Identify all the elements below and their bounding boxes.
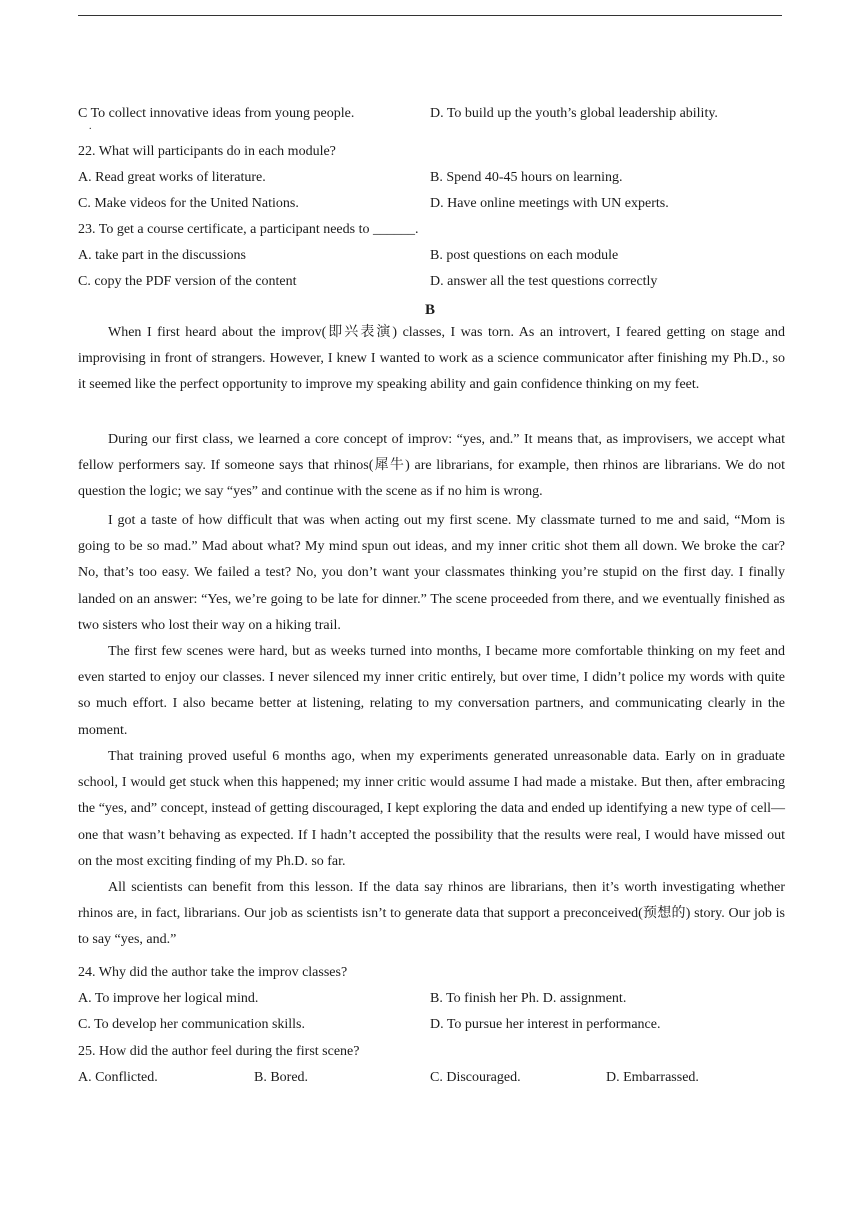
passage-paragraph-2: During our first class, we learned a core concept of improv: “yes, and.” It means that, as improvisers, we accept what fellow performers say. If someone says that rhinos(犀牛) are librarians, for example, then rhinos are librarians. We do not question the logic; we say “yes” and continue with the scene as if no him is wrong. — [78, 432, 785, 500]
header-rule — [78, 15, 782, 16]
q24-option-c: C. To develop her communication skills. — [78, 1017, 306, 1032]
q24-option-d: D. To pursue her interest in performance. — [430, 1017, 661, 1032]
q25-option-c: C. Discouraged. — [430, 1070, 521, 1085]
q25-option-b: B. Bored. — [254, 1070, 309, 1085]
q23-option-a: A. take part in the discussions — [78, 248, 246, 263]
q23-option-b: B. post questions on each module — [430, 248, 619, 263]
q24-question: 24. Why did the author take the improv classes? — [78, 965, 348, 980]
q22-option-a: A. Read great works of literature. — [78, 170, 266, 185]
passage-paragraph-1: When I first heard about the improv(即兴表演) classes, I was torn. As an introvert, I feared getting on stage and improvising in front of strangers. However, I knew I wanted to work as a science communicator after finishing my Ph.D., so it seemed like the perfect opportunity to improve my speaking ability and gain confidence thinking on my feet. — [78, 325, 785, 393]
q22-option-c: C. Make videos for the United Nations. — [78, 196, 299, 211]
section-title: B — [424, 302, 435, 318]
q25-option-a: A. Conflicted. — [78, 1070, 158, 1085]
q23-option-d: D. answer all the test questions correctly — [430, 274, 658, 289]
q21-option-c: C To collect innovative ideas from young people. — [78, 106, 355, 121]
q22-option-b: B. Spend 40-45 hours on learning. — [430, 170, 623, 185]
q24-option-a: A. To improve her logical mind. — [78, 991, 259, 1006]
passage-paragraph-5: That training proved useful 6 months ago, when my experiments generated unreasonable data. Early on in graduate school, I would get stuck when this happened; my inner critic would assume I had made a mistake. But then, after embracing the “yes, and” concept, instead of getting discouraged, I kept exploring the data and ended up identifying a new type of cell—one that wasn’t behaving as expected. If I hadn’t accepted the possibility that the results were real, I would have missed out on the most exciting finding of my Ph.D. so far. — [78, 749, 785, 869]
q23-option-c: C. copy the PDF version of the content — [78, 274, 297, 289]
q24-option-b: B. To finish her Ph. D. assignment. — [430, 991, 627, 1006]
q23-question: 23. To get a course certificate, a participant needs to ______. — [78, 222, 419, 237]
q22-option-d: D. Have online meetings with UN experts. — [430, 196, 669, 211]
q25-question: 25. How did the author feel during the first scene? — [78, 1044, 360, 1059]
q25-option-d: D. Embarrassed. — [606, 1070, 699, 1085]
stray-dot: . — [89, 121, 92, 132]
passage-paragraph-4: The first few scenes were hard, but as weeks turned into months, I became more comfortable thinking on my feet and even started to enjoy our classes. I never silenced my inner critic entirely, but over time, I didn’t police my words with quite so much effort. I also became better at listening, relating to my conversation partners, and communicating clearly in the moment. — [78, 644, 785, 738]
q21-option-d: D. To build up the youth’s global leadership ability. — [430, 106, 718, 121]
passage-paragraph-3: I got a taste of how difficult that was when acting out my first scene. My classmate turned to me and said, “Mom is going to be so mad.” Mad about what? My mind spun out ideas, and my inner critic shot them all down. We broke the car? No, that’s too easy. We failed a test? No, you don’t want your classmates thinking you’re stupid on the first day. I finally landed on an answer: “Yes, we’re going to be late for dinner.” The scene proceeded from there, and we eventually finished as two sisters who lost their way on a hiking trail. — [78, 513, 785, 633]
q22-question: 22. What will participants do in each module? — [78, 144, 336, 159]
passage-paragraph-6: All scientists can benefit from this lesson. If the data say rhinos are librarians, then it’s worth investigating whether rhinos are, in fact, librarians. Our job as scientists isn’t to generate data that support a preconceived(预想的) story. Our job is to say “yes, and.” — [78, 880, 785, 948]
